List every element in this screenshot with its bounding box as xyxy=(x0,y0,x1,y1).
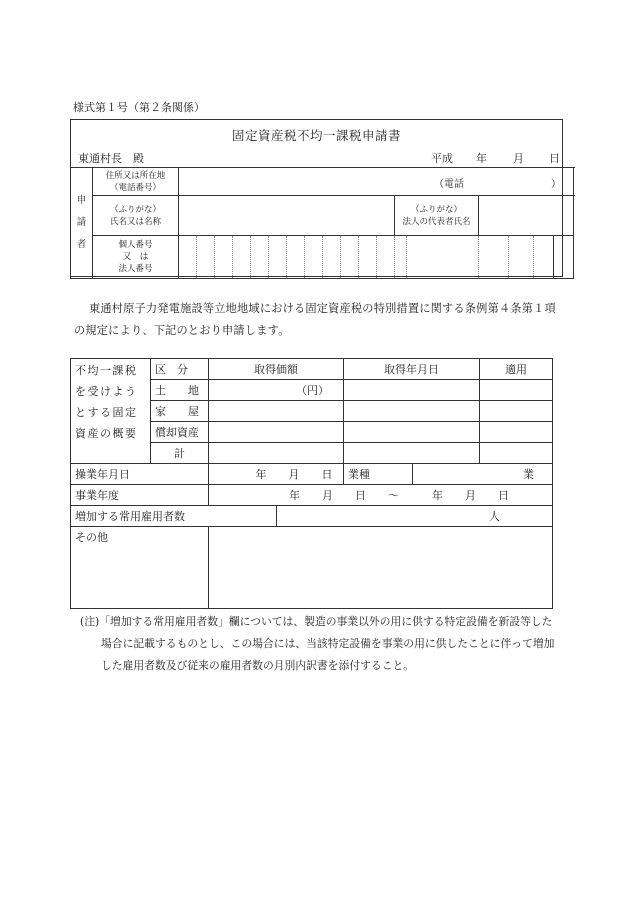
date-month-label: 月 xyxy=(513,152,524,165)
number-digit-box[interactable] xyxy=(509,236,534,279)
number-digit-box[interactable] xyxy=(341,236,359,279)
applicant-side-label: 申 請 者 xyxy=(71,168,93,279)
row-category: 家 屋 xyxy=(151,401,209,422)
row-date[interactable] xyxy=(344,443,480,464)
form-title: 固定資産税不均一課税申請書 xyxy=(231,128,401,143)
row-category: 土 地 xyxy=(151,380,209,401)
employees-field[interactable]: 人 xyxy=(277,506,553,527)
overview-label: 不均一課税 を受けよう とする固定 資産の概要 xyxy=(71,359,151,464)
applicant-table xyxy=(70,167,574,279)
date-day-label: 日 xyxy=(549,152,560,165)
address-field[interactable] xyxy=(179,168,574,196)
other-field[interactable] xyxy=(209,527,553,609)
number-digit-box[interactable] xyxy=(179,236,197,279)
name-field[interactable] xyxy=(179,196,395,236)
row-apply[interactable] xyxy=(480,380,553,401)
number-digit-box[interactable] xyxy=(554,236,574,279)
number-digit-box[interactable] xyxy=(359,236,377,279)
row-price[interactable] xyxy=(209,401,344,422)
phone-label: （電話 xyxy=(434,179,464,190)
asset-overview-table xyxy=(70,358,553,609)
representative-field[interactable] xyxy=(479,196,574,236)
header-price: 取得価額 xyxy=(209,359,344,380)
form-label: 様式第１号（第２条関係） xyxy=(73,101,205,114)
header-acquired-date: 取得年月日 xyxy=(344,359,480,380)
date-era: 平成 xyxy=(431,152,453,165)
application-header-box xyxy=(70,119,563,277)
row-apply[interactable] xyxy=(480,401,553,422)
start-date-label: 操業年月日 xyxy=(71,464,209,485)
number-digit-box[interactable] xyxy=(251,236,269,279)
representative-label: （ふりがな） 法人の代表者氏名 xyxy=(395,196,479,236)
fiscal-year-label: 事業年度 xyxy=(71,485,209,506)
row-category: 計 xyxy=(151,443,209,464)
row-category: 償却資産 xyxy=(151,422,209,443)
employees-label: 増加する常用雇用者数 xyxy=(71,506,277,527)
start-date-field[interactable]: 年 月 日 xyxy=(209,464,344,485)
number-digit-box[interactable] xyxy=(395,236,407,279)
date-year-label: 年 xyxy=(476,152,487,165)
number-digit-box[interactable] xyxy=(287,236,305,279)
industry-field[interactable]: 業 xyxy=(413,464,553,485)
row-date[interactable] xyxy=(344,422,480,443)
industry-label: 業種 xyxy=(344,464,413,485)
number-label: 個人番号 又 は 法人番号 xyxy=(93,236,179,279)
footnote: (注)「増加する常用雇用者数」欄については、製造の事業以外の用に供する特定設備を新設等した場合に記載するものとし、この場合には、当該特定設備を事業の用に供したことに伴って増加した雇用者数及び従来の雇用者数の月別内訳書を添付すること。 xyxy=(80,615,555,672)
number-digit-box[interactable] xyxy=(269,236,287,279)
number-digit-box[interactable] xyxy=(215,236,233,279)
number-digit-box[interactable] xyxy=(407,236,479,279)
number-digit-box[interactable] xyxy=(534,236,554,279)
other-label: その他 xyxy=(71,527,209,609)
number-digit-box[interactable] xyxy=(377,236,395,279)
name-label: （ふりがな） 氏名又は名称 xyxy=(93,196,179,236)
fiscal-year-field[interactable]: 年 月 日 ～ 年 月 日 xyxy=(209,485,553,506)
phone-close: ） xyxy=(551,179,561,190)
number-digit-box[interactable] xyxy=(233,236,251,279)
addressee: 東通村長 殿 xyxy=(78,152,144,165)
number-digit-box[interactable] xyxy=(479,236,509,279)
header-category: 区 分 xyxy=(151,359,209,380)
row-price[interactable] xyxy=(209,422,344,443)
statement-text: 東通村原子力発電施設等立地地域における固定資産税の特別措置に関する条例第４条第１項の規定により、下記のとおり申請します。 xyxy=(74,302,556,337)
address-label: 住所又は所在地 （電話番号） xyxy=(93,168,179,196)
row-date[interactable] xyxy=(344,401,480,422)
row-price[interactable] xyxy=(209,443,344,464)
number-digit-box[interactable] xyxy=(305,236,323,279)
row-price[interactable]: （円） xyxy=(209,380,344,401)
row-apply[interactable] xyxy=(480,422,553,443)
row-apply[interactable] xyxy=(480,443,553,464)
number-digit-box[interactable] xyxy=(323,236,341,279)
row-date[interactable] xyxy=(344,380,480,401)
number-digit-box[interactable] xyxy=(197,236,215,279)
header-apply: 適用 xyxy=(480,359,553,380)
